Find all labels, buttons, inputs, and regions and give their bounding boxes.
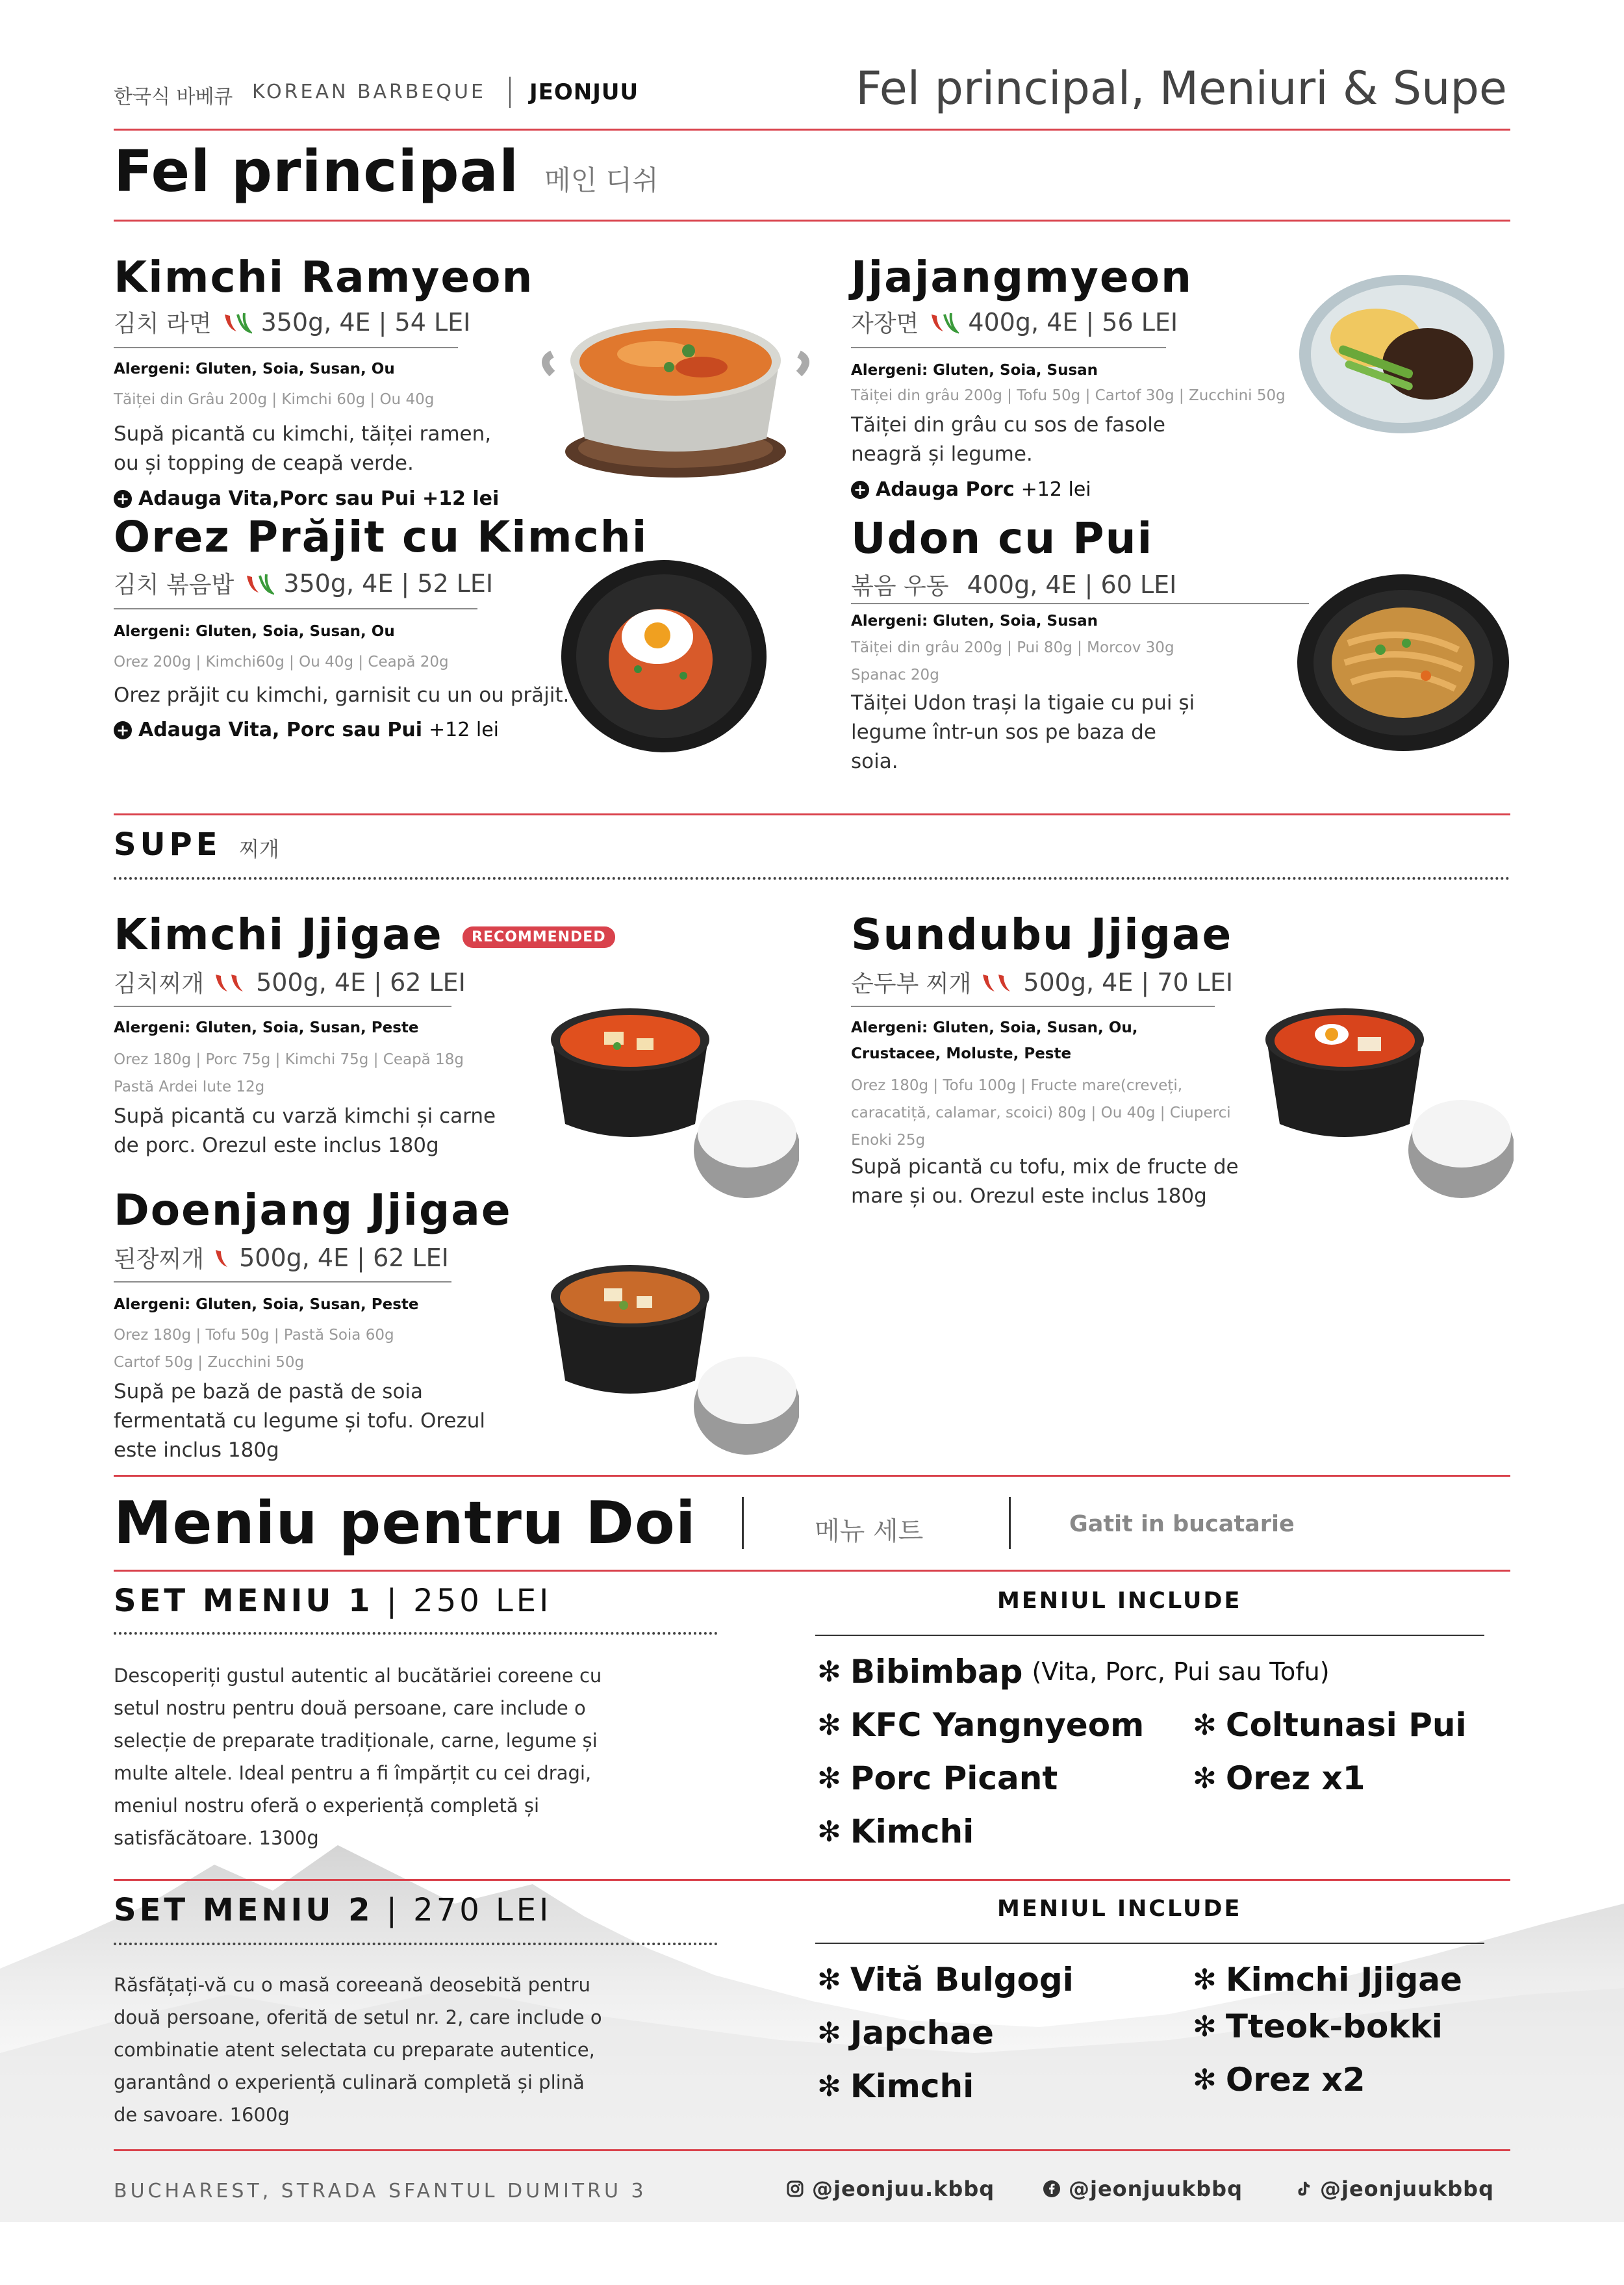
dish-rule — [851, 603, 1309, 604]
asterisk-icon: ✻ — [817, 1815, 841, 1848]
set-1-item-kimchi: ✻ Kimchi — [817, 1813, 974, 1850]
set-menu-divider-2 — [1009, 1497, 1011, 1549]
dish-name-kimchi-jjigae: Kimchi Jjigae — [114, 910, 443, 960]
dish-sub-doenjang-jjigae — [114, 1241, 449, 1274]
dish-allergens: Alergeni: Gluten, Soia, Susan — [851, 362, 1098, 379]
set-2-includes-rule — [815, 1943, 1484, 1944]
set-menu-note: Gatit in bucatarie — [1069, 1511, 1295, 1537]
brand-name: JEONJUU — [529, 79, 639, 105]
soups-korean: 찌개 — [239, 837, 279, 862]
tiktok-link[interactable]: @jeonjuukbbq — [1294, 2176, 1494, 2201]
header-divider — [509, 77, 511, 108]
pepper-hot-icon — [980, 969, 1014, 995]
set-menu-title: Meniu pentru Doi — [114, 1489, 696, 1557]
tiktok-icon — [1294, 2180, 1312, 2198]
set-1-item-orez: ✻ Orez x1 — [1193, 1759, 1365, 1797]
dish-ingredients: Orez 180g | Tofu 50g | Pastă Soia 60g Cartof 50g | Zucchini 50g — [114, 1327, 394, 1371]
dish-sub-jjajangmyeon — [851, 305, 1178, 338]
dish-portion: 500g, 4E | 70 LEI — [1023, 967, 1234, 997]
jjajangmyeon-photo — [1298, 273, 1506, 435]
dish-korean: 자장면 — [851, 311, 919, 337]
dish-description: Tăiței din grâu cu sos de fasole neagră și legume. — [851, 413, 1165, 466]
instagram-link[interactable]: @jeonjuu.kbbq — [786, 2176, 995, 2201]
set-1-dotted-rule — [114, 1632, 718, 1635]
set-2-description: Răsfățați-vă cu o masă coreeană deosebită pentru două persoane, oferită de setul nr. 2, care include o combinatie atent selectata cu preparate autentice, garantând o experiență culinară completă și plină de savoare. 1600g — [114, 1974, 602, 2126]
main-course-title: Fel principal — [114, 138, 520, 205]
pepper-mild-icon — [928, 309, 959, 335]
dish-sub-orez-prajit — [114, 567, 493, 600]
dish-description: Tăiței Udon trași la tigaie cu pui și legume într-un sos pe baza de soia. — [851, 691, 1195, 773]
dish-ingredients: Tăiței din grâu 200g | Pui 80g | Morcov 30g Spanac 20g — [851, 639, 1174, 683]
dish-rule — [114, 347, 458, 348]
pepper-mild-icon — [221, 309, 252, 335]
soups-end-rule — [114, 1475, 1510, 1477]
dish-korean: 김치찌개 — [114, 971, 205, 997]
dish-ingredients: Tăiței din Grâu 200g | Kimchi 60g | Ou 40g — [114, 391, 435, 408]
dish-korean: 순두부 찌개 — [851, 971, 972, 997]
asterisk-icon: ✻ — [817, 1963, 841, 1997]
dish-allergens: Alergeni: Gluten, Soia, Susan — [851, 613, 1098, 630]
dish-description: Orez prăjit cu kimchi, garnisit cu un ou prăjit. — [114, 683, 570, 707]
dish-description: Supă pe bază de pastă de soia fermentată cu legume și tofu. Orezul este inclus 180g — [114, 1380, 486, 1462]
soups-title: SUPE — [114, 826, 222, 863]
set-2-title: SET MENIU 2 | 270 LEI — [114, 1892, 552, 1928]
dish-korean: 김치 라면 — [114, 311, 212, 337]
plus-icon: + — [851, 481, 869, 499]
dish-portion: 350g, 4E | 52 LEI — [283, 568, 494, 598]
asterisk-icon: ✻ — [1193, 1708, 1217, 1742]
dish-allergens: Alergeni: Gluten, Soia, Susan, Peste — [114, 1019, 419, 1036]
set-1-item-porc-picant: ✻ Porc Picant — [817, 1759, 1058, 1797]
dish-rule — [851, 347, 1166, 348]
dish-portion: 350g, 4E | 54 LEI — [260, 307, 471, 337]
dish-name-doenjang-jjigae: Doenjang Jjigae — [114, 1185, 512, 1235]
dish-portion: 400g, 4E | 60 LEI — [967, 570, 1177, 599]
set-1-title: SET MENIU 1 | 250 LEI — [114, 1583, 552, 1619]
orez-prajit-photo — [560, 559, 768, 754]
soups-dotted-rule — [114, 877, 1510, 880]
dish-korean: 볶음 우동 — [851, 573, 949, 600]
dish-ingredients: Orez 200g | Kimchi60g | Ou 40g | Ceapă 20g — [114, 654, 449, 670]
doenjang-jjigae-photo — [539, 1238, 799, 1459]
main-course-rule — [114, 220, 1510, 222]
instagram-icon — [786, 2180, 804, 2198]
set-menu-rule — [114, 1570, 1510, 1572]
plus-icon: + — [114, 490, 132, 508]
dish-name-orez-prajit: Orez Prăjit cu Kimchi — [114, 512, 648, 562]
dish-description: Supă picantă cu varză kimchi și carne de porc. Orezul este inclus 180g — [114, 1104, 496, 1157]
dish-korean: 된장찌개 — [114, 1246, 205, 1273]
main-course-end-rule — [114, 813, 1510, 815]
set-menu-korean: 메뉴 세트 — [815, 1516, 924, 1546]
facebook-icon — [1043, 2180, 1061, 2198]
dish-allergens: Alergeni: Gluten, Soia, Susan, Ou — [114, 361, 395, 377]
dish-description: Supă picantă cu kimchi, tăiței ramen, ou și topping de ceapă verde. — [114, 422, 492, 475]
set-2-item-tteokbokki: ✻ Tteok-bokki — [1193, 2008, 1443, 2045]
set-2-item-bulgogi: ✻ Vită Bulgogi — [817, 1961, 1074, 1998]
dish-portion: 400g, 4E | 56 LEI — [968, 307, 1178, 337]
dish-sub-kimchi-jjigae — [114, 965, 466, 999]
pepper-mild-icon — [243, 570, 274, 596]
pepper-hot-icon — [213, 969, 247, 995]
asterisk-icon: ✻ — [1193, 2063, 1217, 2097]
page-title: Fel principal, Meniuri & Supe — [856, 62, 1507, 115]
dish-name-kimchi-ramyeon: Kimchi Ramyeon — [114, 252, 534, 302]
dish-portion: 500g, 4E | 62 LEI — [239, 1243, 449, 1272]
dish-allergens: Alergeni: Gluten, Soia, Susan, Ou — [114, 623, 395, 640]
dish-rule — [851, 1006, 1215, 1007]
asterisk-icon: ✻ — [1193, 1963, 1217, 1997]
set-1-item-kfc: ✻ KFC Yangnyeom — [817, 1706, 1145, 1744]
set-1-includes-heading: MENIUL INCLUDE — [997, 1588, 1242, 1614]
asterisk-icon: ✻ — [1193, 1761, 1217, 1795]
set-2-item-japchae: ✻ Japchae — [817, 2014, 994, 2052]
asterisk-icon: ✻ — [817, 1761, 841, 1795]
asterisk-icon: ✻ — [817, 1708, 841, 1742]
dish-ingredients: Orez 180g | Porc 75g | Kimchi 75g | Ceapă 18g Pastă Ardei Iute 12g — [114, 1051, 464, 1095]
footer-address: BUCHAREST, STRADA SFANTUL DUMITRU 3 — [114, 2180, 647, 2202]
main-course-korean: 메인 디쉬 — [544, 164, 659, 196]
set-1-description: Descoperiți gustul autentic al bucătăriei coreene cu setul nostru pentru două persoane, care include o selecție de preparate tradiționale, carne, legume și multe altele. Ideal pentru a fi împărțit cu cei dragi, meniul nostru oferă o experiență completă și satisfăcătoare. 1300g — [114, 1665, 602, 1849]
dish-rule — [114, 608, 477, 609]
set-2-item-kimchi: ✻ Kimchi — [817, 2067, 974, 2105]
set-menu-divider — [742, 1497, 744, 1549]
header-rule — [114, 129, 1510, 131]
dish-addon: + Adauga Vita,Porc sau Pui +12 lei — [114, 487, 499, 510]
facebook-link[interactable]: @jeonjuukbbq — [1043, 2176, 1243, 2201]
dish-sub-sundubu-jjigae — [851, 965, 1233, 999]
dish-name-sundubu-jjigae: Sundubu Jjigae — [851, 910, 1233, 960]
brand-korean: 한국식 바베큐 — [114, 86, 233, 109]
dish-sub-kimchi-ramyeon — [114, 305, 470, 338]
dish-name-udon-cu-pui: Udon cu Pui — [851, 513, 1154, 563]
kimchi-jjigae-photo — [539, 981, 799, 1202]
dish-portion: 500g, 4E | 62 LEI — [256, 967, 466, 997]
dish-addon: + Adauga Vita, Porc sau Pui +12 lei — [114, 719, 499, 741]
set-2-dotted-rule — [114, 1943, 718, 1945]
brand-english: KOREAN BARBEQUE — [252, 81, 486, 103]
dish-rule — [114, 1006, 451, 1007]
asterisk-icon: ✻ — [817, 1655, 841, 1689]
pepper-single-icon — [213, 1245, 230, 1271]
asterisk-icon: ✻ — [1193, 2010, 1217, 2043]
set-1-item-bibimbap: ✻ Bibimbap (Vita, Porc, Pui sau Tofu) — [817, 1653, 1330, 1691]
set-2-item-orez: ✻ Orez x2 — [1193, 2061, 1365, 2099]
set-1-end-rule — [114, 1879, 1510, 1881]
set-1-includes-rule — [815, 1635, 1484, 1636]
asterisk-icon: ✻ — [817, 2069, 841, 2103]
dish-addon: + Adauga Porc +12 lei — [851, 478, 1091, 501]
footer-rule — [114, 2149, 1510, 2151]
dish-name-jjajangmyeon: Jjajangmyeon — [851, 252, 1193, 302]
dish-allergens: Alergeni: Gluten, Soia, Susan, Ou, Crustacee, Moluste, Peste — [851, 1019, 1138, 1062]
dish-ingredients: Tăiței din grâu 200g | Tofu 50g | Cartof 30g | Zucchini 50g — [851, 387, 1286, 404]
dish-allergens: Alergeni: Gluten, Soia, Susan, Peste — [114, 1296, 419, 1313]
sundubu-jjigae-photo — [1254, 981, 1514, 1202]
dish-description: Supă picantă cu tofu, mix de fructe de mare și ou. Orezul este inclus 180g — [851, 1155, 1239, 1208]
plus-icon: + — [114, 721, 132, 739]
dish-sub-udon-cu-pui — [851, 568, 1176, 601]
dish-rule — [114, 1281, 451, 1283]
set-2-includes-heading: MENIUL INCLUDE — [997, 1896, 1242, 1922]
set-2-item-kimchi-jjigae: ✻ Kimchi Jjigae — [1193, 1961, 1462, 1998]
asterisk-icon: ✻ — [817, 2016, 841, 2050]
set-1-item-coltunasi: ✻ Coltunasi Pui — [1193, 1706, 1467, 1744]
recommended-badge: RECOMMENDED — [463, 926, 615, 948]
udon-cu-pui-photo — [1296, 572, 1510, 754]
dish-ingredients: Orez 180g | Tofu 100g | Fructe mare(creveți, caracatiță, calamar, scoici) 80g | Ou 40g | Ciuperci Enoki 25g — [851, 1077, 1231, 1149]
kimchi-ramyeon-photo — [539, 289, 812, 484]
dish-korean: 김치 볶음밥 — [114, 572, 235, 598]
